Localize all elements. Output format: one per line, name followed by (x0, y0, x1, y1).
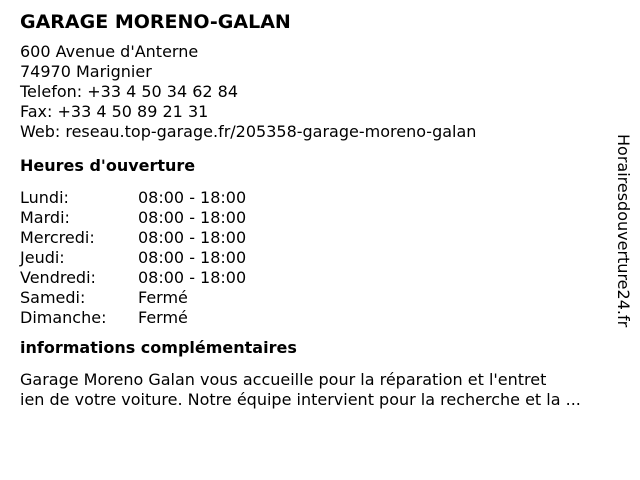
hours-time: 08:00 - 18:00 (138, 208, 247, 227)
hours-time: Fermé (138, 288, 188, 307)
hours-row (20, 228, 610, 248)
hours-table (20, 188, 610, 328)
hours-row (20, 308, 610, 328)
hours-time: 08:00 - 18:00 (138, 228, 247, 247)
address-street: 600 Avenue d'Anterne (20, 42, 199, 61)
hours-row (20, 268, 610, 288)
hours-row (20, 208, 610, 228)
hours-day: Mardi: (20, 208, 70, 227)
hours-row (20, 288, 610, 308)
info-line: Garage Moreno Galan vous accueille pour la réparation et l'entret (20, 370, 547, 389)
hours-time: 08:00 - 18:00 (138, 268, 247, 287)
website-link: Web: reseau.top-garage.fr/205358-garage-moreno-galan (20, 122, 477, 141)
hours-time: 08:00 - 18:00 (138, 188, 247, 207)
site-brand-watermark: Horairesdouverture24.fr (614, 134, 633, 328)
hours-row (20, 248, 610, 268)
address-city: 74970 Marignier (20, 62, 152, 81)
info-line: ien de votre voiture. Notre équipe intervient pour la recherche et la ... (20, 390, 581, 409)
hours-day: Mercredi: (20, 228, 95, 247)
hours-day: Jeudi: (20, 248, 65, 267)
hours-time: 08:00 - 18:00 (138, 248, 247, 267)
hours-day: Vendredi: (20, 268, 96, 287)
hours-heading: Heures d'ouverture (20, 156, 196, 175)
hours-day: Dimanche: (20, 308, 107, 327)
fax-number: Fax: +33 4 50 89 21 31 (20, 102, 209, 121)
address-block (20, 42, 610, 142)
business-card (20, 10, 610, 410)
hours-row (20, 188, 610, 208)
hours-time: Fermé (138, 308, 188, 327)
hours-day: Lundi: (20, 188, 69, 207)
business-name: GARAGE MORENO-GALAN (20, 11, 291, 33)
info-description (20, 370, 610, 410)
phone-number: Telefon: +33 4 50 34 62 84 (20, 82, 239, 101)
hours-day: Samedi: (20, 288, 86, 307)
info-heading: informations complémentaires (20, 338, 297, 357)
